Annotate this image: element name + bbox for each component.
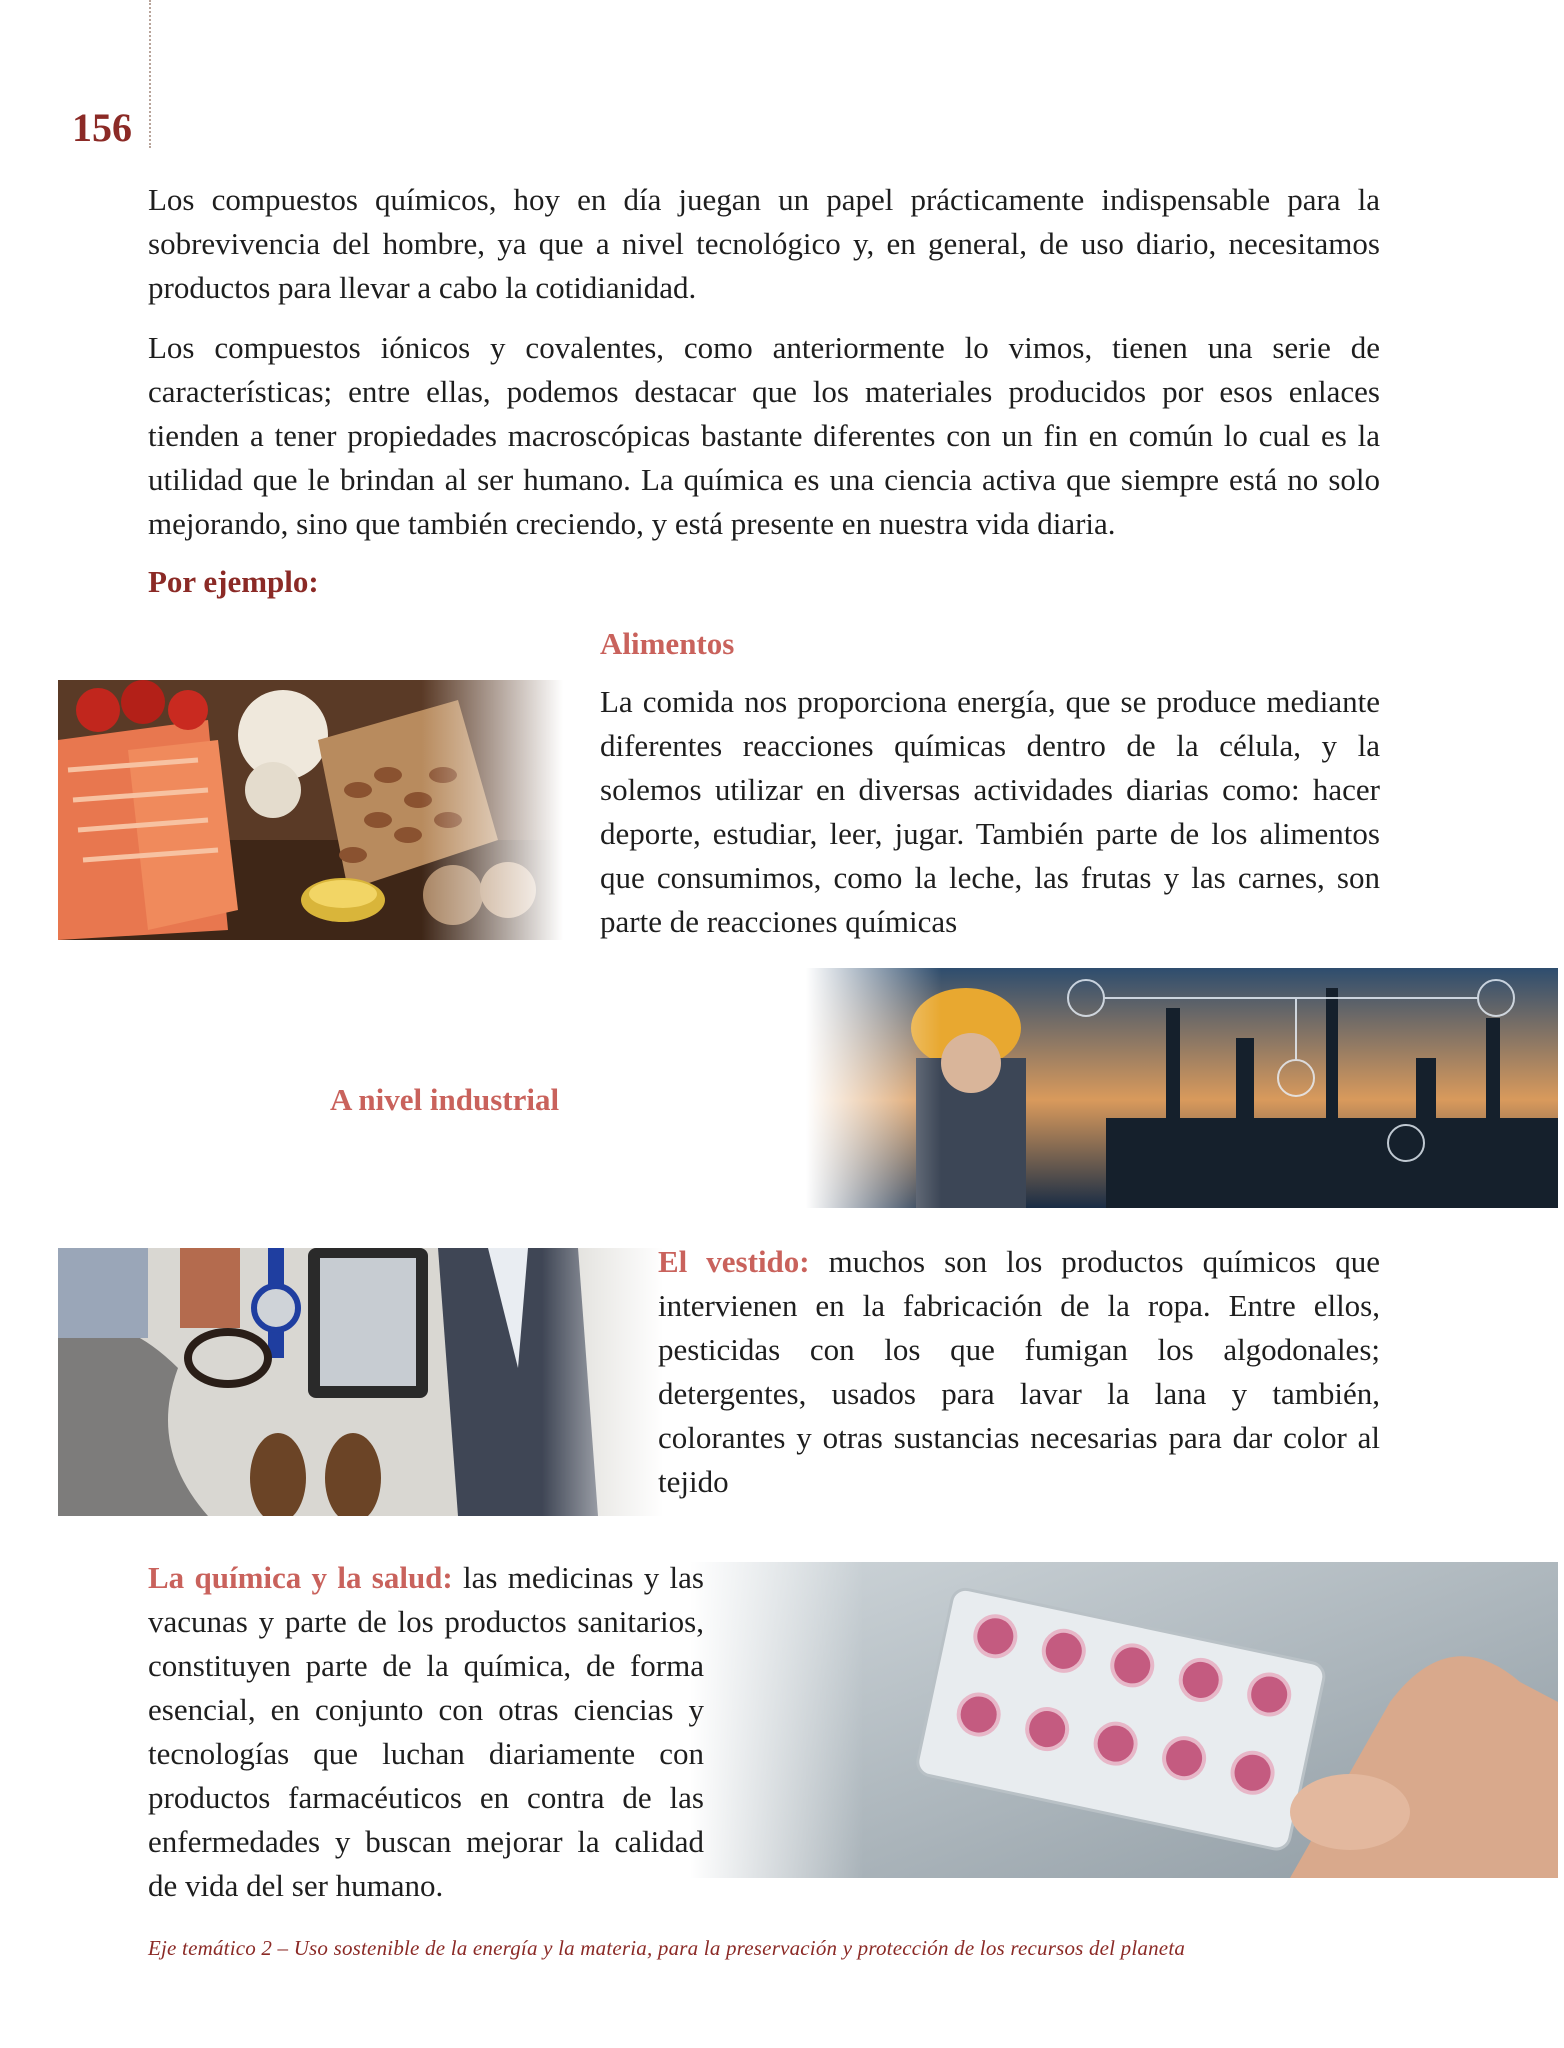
medicine-image — [690, 1562, 1558, 1878]
food-text: La comida nos proporciona energía, que se produce mediante diferentes reacciones químicas dentro de la célula, y la solemos utilizar en diversas actividades diarias como: hacer deporte, estudiar, leer, jugar. También parte de los alimentos que consumimos, como la leche, las frutas y las carnes, son parte de reacciones químicas — [600, 684, 1380, 939]
intro-paragraph-1: Los compuestos químicos, hoy en día juegan un papel prácticamente indispensable para la sobrevivencia del hombre, ya que a nivel tecnológico y, en general, de uso diario, necesitamos productos para llevar a cabo la cotidianidad. — [148, 182, 1380, 305]
intro-paragraph-2: Los compuestos iónicos y covalentes, como anteriormente lo vimos, tienen una serie de características; entre ellas, podemos destacar que los materiales producidos por esos enlaces tienden a tener propiedades macroscópicas bastante diferentes con un fin en común lo cual es la utilidad que le brindan al ser humano. La química es una ciencia activa que siempre está no solo mejorando, sino que también creciendo, y está presente en nuestra vida diaria. — [148, 330, 1380, 541]
health-body: las medicinas y las vacunas y parte de los productos sanitarios, constituyen parte de la química, de forma esencial, en conjunto con otras ciencias y tecnologías que luchan diariamente con productos farmacéuticos en contra de las enfermedades y buscan mejorar la calidad de vida del ser humano. — [148, 1560, 704, 1903]
example-heading: Por ejemplo: — [148, 564, 319, 599]
clothing-image — [58, 1248, 663, 1516]
health-lead: La química y la salud: — [148, 1560, 453, 1595]
clothing-text — [658, 1240, 1380, 1504]
margin-dotted-line — [149, 0, 151, 148]
industry-title: A nivel industrial — [330, 1082, 560, 1117]
industry-image — [806, 968, 1558, 1208]
clothing-body: muchos son los productos químicos que intervienen en la fabricación de la ropa. Entre ellos, pesticidas con los que fumigan los algodonales; detergentes, usados para lavar la lana y también, colorantes y otras sustancias necesarias para dar color al tejido — [658, 1244, 1380, 1499]
health-text — [148, 1556, 704, 1908]
food-title: Alimentos — [600, 626, 735, 661]
page-footer: Eje temático 2 – Uso sostenible de la energía y la materia, para la preservación y protección de los recursos del planeta — [148, 1936, 1186, 1960]
page-number: 156 — [72, 105, 132, 150]
clothing-lead: El vestido: — [658, 1244, 810, 1279]
food-image — [58, 680, 563, 940]
